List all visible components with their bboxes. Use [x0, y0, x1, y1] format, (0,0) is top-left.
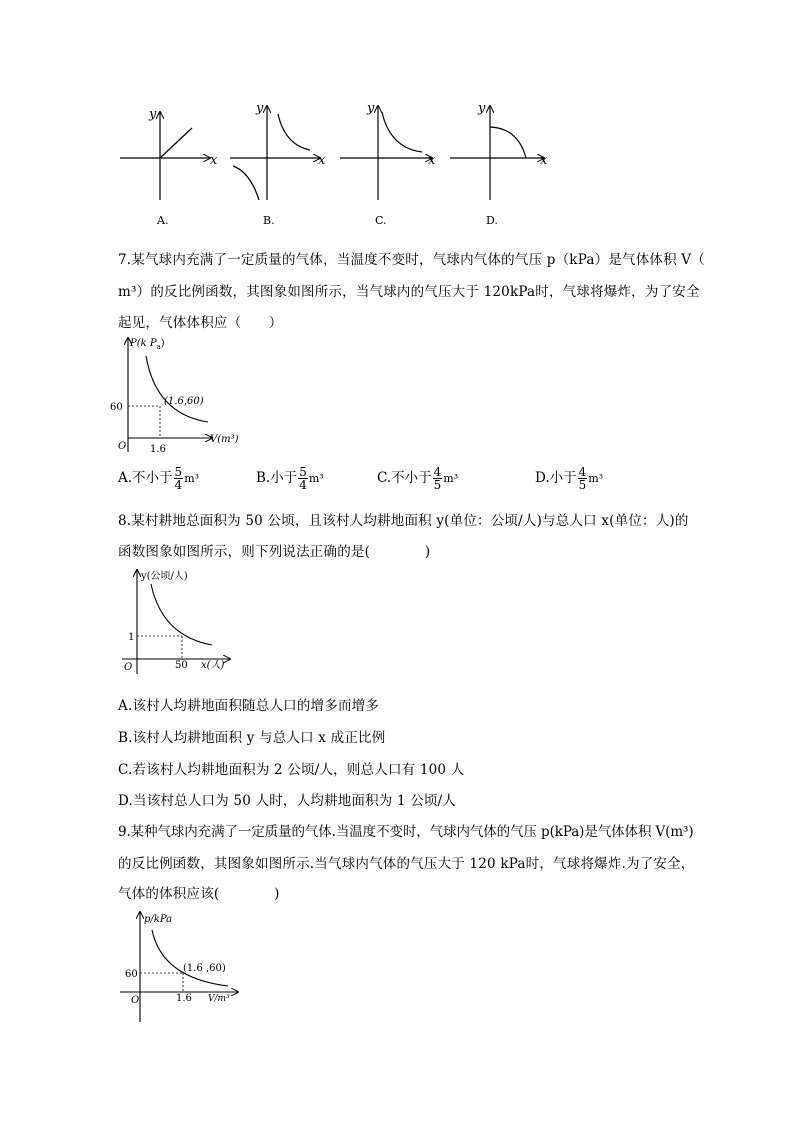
graph-d-curve: [490, 127, 526, 158]
graph-b-label: B.: [263, 214, 275, 227]
q9-origin: O: [131, 995, 140, 1006]
q8-origin: O: [124, 662, 133, 673]
q7-line-1: 7.某气球内充满了一定质量的气体，当温度不变时，气球内气体的气压 p（kPa）是气体体积 V（: [118, 252, 705, 268]
q9-graph: [116, 910, 256, 1024]
q7-line-3: 起见，气体体积应（ ）: [118, 315, 283, 331]
graph-d-label: D.: [486, 214, 498, 227]
q7-option-c[interactable]: C.不小于 $\frac{4}{5}$ m³: [377, 465, 459, 492]
q7-option-d[interactable]: D.小于 $\frac{4}{5}$ m³: [535, 465, 604, 492]
graph-b-y-label: y: [256, 101, 264, 116]
graph-c-x-label: x: [428, 153, 436, 168]
q8-option-b[interactable]: B.该村人均耕地面积 y 与总人口 x 成正比例: [118, 730, 386, 746]
graph-c-curve: [382, 112, 422, 152]
q7-line-2: m³）的反比例函数，其图象如图所示，当气球内的气压大于 120kPa时，气球将爆炸，为了安全: [118, 284, 700, 300]
q9-point-label: (1.6 ,60): [183, 963, 226, 974]
q8-graph: [112, 568, 242, 680]
q8-option-a[interactable]: A.该村人均耕地面积随总人口的增多而增多: [118, 698, 380, 714]
graph-b-curve-upper: [278, 114, 310, 150]
q7-x-label: V(m³): [210, 434, 239, 445]
q9-y-label: p/kPa: [144, 914, 173, 925]
top-graphs: [0, 0, 794, 240]
q7-tick-y: 60: [110, 402, 123, 413]
q9-line-1: 9.某种气球内充满了一定质量的气体.当温度不变时，气球内气体的气压 p(kPa)是气体体积 V(m³): [118, 824, 694, 840]
q7-curve: [146, 356, 208, 422]
q8-tick-x: 50: [175, 660, 188, 671]
graph-d-y-label: y: [478, 101, 486, 116]
q7-option-a[interactable]: A.不小于 $\frac{5}{4}$ m³: [118, 465, 200, 492]
graph-a-curve: [160, 128, 192, 158]
q9-curve: [152, 930, 228, 986]
q8-line-2: 函数图象如图所示，则下列说法正确的是( ): [118, 544, 431, 560]
q9-line-2: 的反比例函数，其图象如图所示.当气球内气体的气压大于 120 kPa时，气球将爆炸.为了安全，: [118, 856, 695, 872]
graph-c-label: C.: [375, 214, 387, 227]
graph-c: [340, 101, 436, 227]
q7-y-label: P(k $P_a$): [130, 338, 165, 351]
q7-origin: O: [118, 441, 127, 452]
q8-line-1: 8.某村耕地总面积为 50 公顷，且该村人均耕地面积 y(单位：公顷/人)与总人口 x(单位：人)的: [118, 513, 689, 529]
q7-graph: [110, 336, 250, 456]
q9-tick-x: 1.6: [176, 993, 192, 1004]
graph-d: [450, 101, 548, 227]
q7-point-label: (1.6,60): [164, 396, 204, 407]
graph-b-curve-lower: [233, 166, 259, 200]
q8-option-d[interactable]: D.当该村总人口为 50 人时，人均耕地面积为 1 公顷/人: [118, 793, 457, 809]
q8-y-label: y(公顷/人): [141, 571, 188, 582]
q9-line-3: 气体的体积应该( ): [118, 886, 280, 902]
graph-a-x-label: x: [210, 153, 218, 168]
graph-d-x-label: x: [540, 153, 548, 168]
q8-tick-y: 1: [128, 632, 135, 643]
q8-option-c[interactable]: C.若该村人均耕地面积为 2 公顷/人，则总人口有 100 人: [118, 762, 465, 778]
graph-a-label: A.: [157, 214, 169, 227]
q7-tick-x: 1.6: [150, 444, 166, 455]
graph-b-x-label: x: [318, 153, 326, 168]
q7-option-b[interactable]: B.小于 $\frac{5}{4}$ m³: [256, 465, 324, 492]
graph-b: [230, 101, 326, 227]
q9-x-label: V/m³: [208, 994, 230, 1004]
graph-a-y-label: y: [149, 107, 157, 122]
graph-a: [120, 107, 218, 227]
q8-x-label: x(人): [201, 660, 225, 671]
graph-c-y-label: y: [367, 101, 375, 116]
q9-tick-y: 60: [125, 969, 138, 980]
